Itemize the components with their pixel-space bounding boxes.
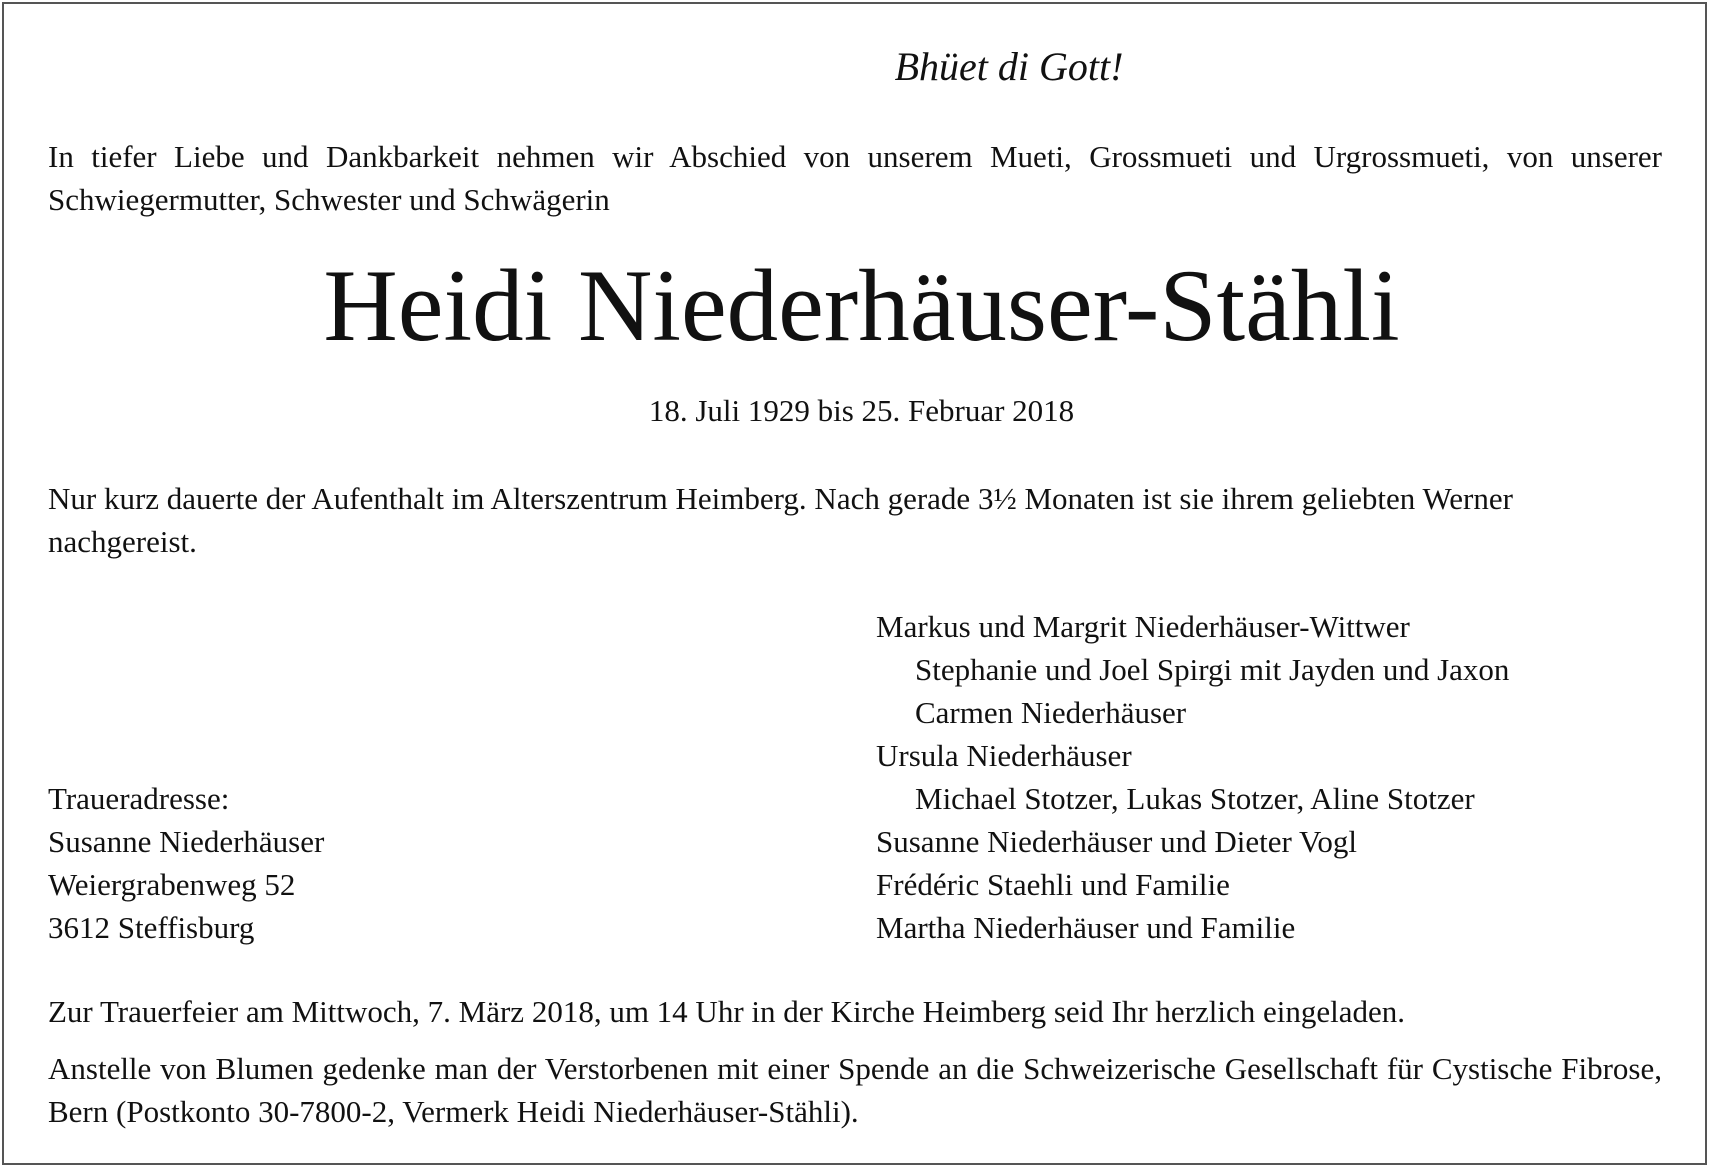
mourner-line: Susanne Niederhäuser und Dieter Vogl (876, 824, 1357, 859)
mourner-line: Stephanie und Joel Spirgi mit Jayden und Jaxon (915, 652, 1510, 687)
motto: Bhüet di Gott! (894, 44, 1124, 89)
donation-paragraph: Anstelle von Blumen gedenke man der Verstorbenen mit einer Spende an die Schweizerische Gesellschaft für Cystische Fibrose, Bern (Postkonto 30-7800-2, Vermerk Heidi Niederhäuser-Stähli). (48, 1051, 1662, 1129)
address-street: Weiergrabenweg 52 (48, 867, 296, 902)
mourning-address (48, 777, 324, 949)
mourner-line: Michael Stotzer, Lukas Stotzer, Aline Stotzer (915, 781, 1475, 816)
mourner-line: Frédéric Staehli und Familie (876, 867, 1230, 902)
life-dates: 18. Juli 1929 bis 25. Februar 2018 (648, 393, 1075, 428)
mourners-list (876, 605, 1509, 949)
ceremony-paragraph: Zur Trauerfeier am Mittwoch, 7. März 2018, um 14 Uhr in der Kirche Heimberg seid Ihr herzlich eingeladen. (48, 994, 1405, 1029)
mourner-line: Carmen Niederhäuser (915, 695, 1187, 730)
deceased-name: Heidi Niederhäuser-Stähli (323, 249, 1400, 363)
address-city: 3612 Steffisburg (48, 910, 255, 945)
mourner-line: Martha Niederhäuser und Familie (876, 910, 1296, 945)
address-label: Traueradresse: (48, 781, 230, 816)
mourner-line: Markus und Margrit Niederhäuser-Wittwer (876, 609, 1410, 644)
mourner-line: Ursula Niederhäuser (876, 738, 1132, 773)
address-name: Susanne Niederhäuser (48, 824, 325, 859)
stay-paragraph: Nur kurz dauerte der Aufenthalt im Alterszentrum Heimberg. Nach gerade 3½ Monaten ist sie ihrem geliebten Werner nachgereist. (48, 481, 1513, 559)
intro-paragraph: In tiefer Liebe und Dankbarkeit nehmen wir Abschied von unserem Mueti, Grossmueti und Urgrossmueti, von unserer Schwiegermutter, Schwester und Schwägerin (48, 139, 1662, 217)
